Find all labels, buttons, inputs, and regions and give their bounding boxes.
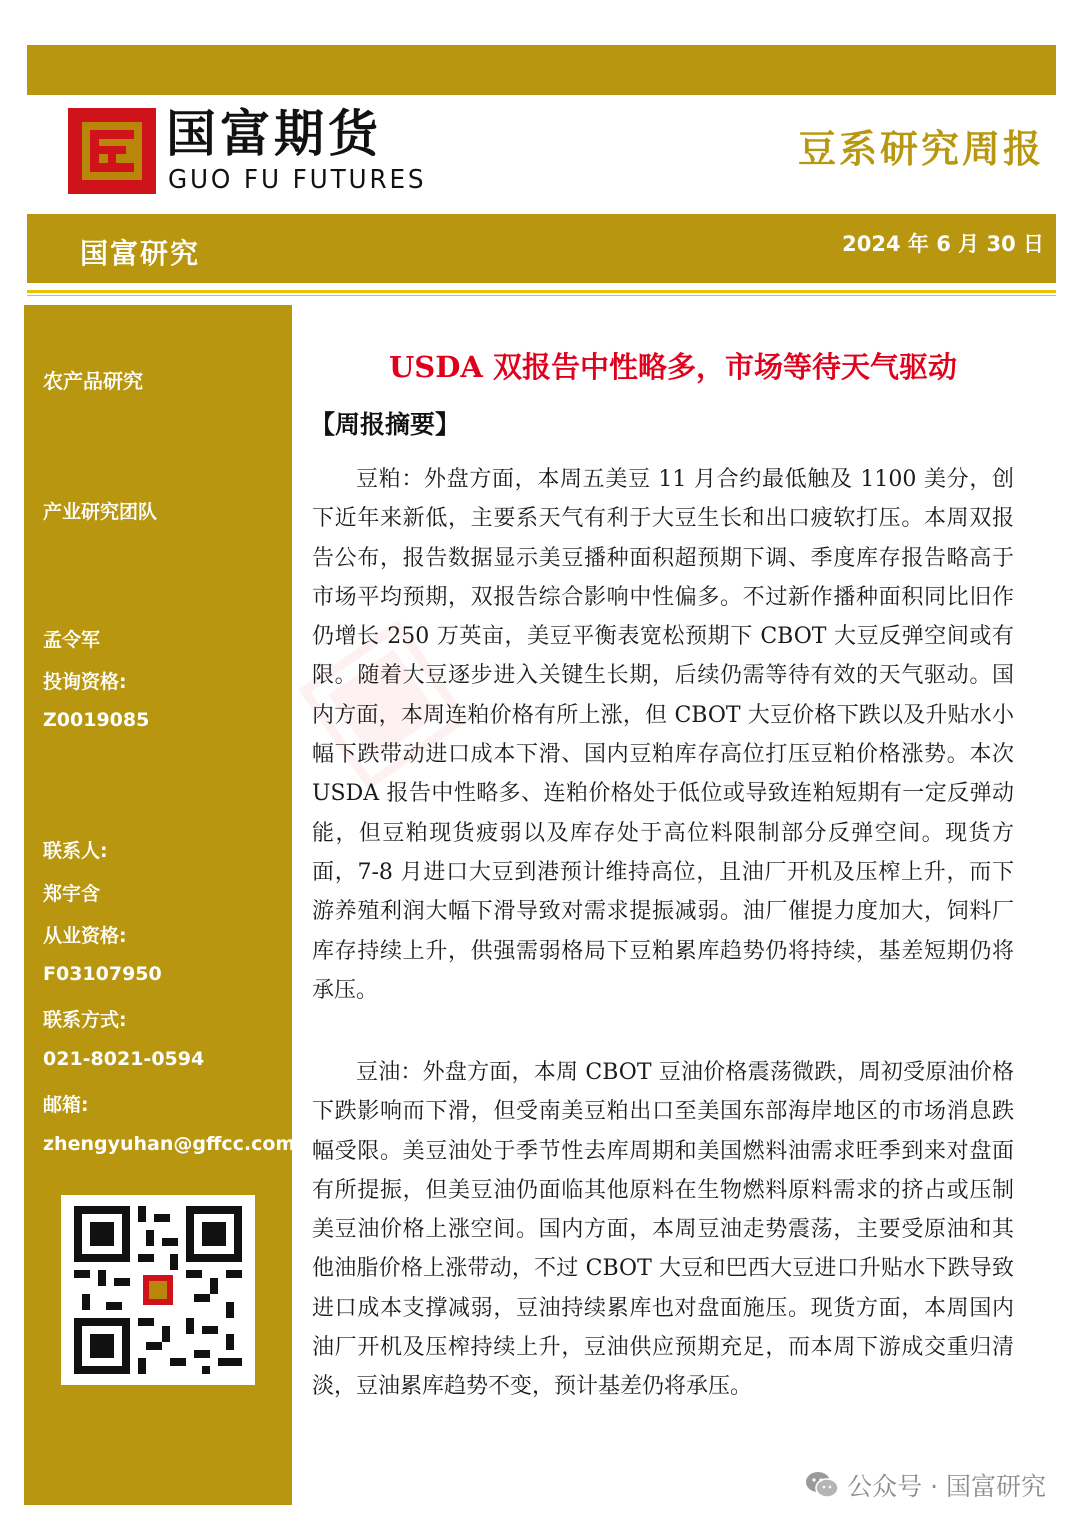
report-date: 2024 年 6 月 30 日: [842, 232, 1044, 256]
sidebar-category: 农产品研究: [43, 369, 143, 393]
section-title: 国富研究: [80, 237, 201, 270]
contact-name: 郑宇含: [43, 883, 101, 905]
contact-cert: F03107950: [43, 963, 162, 985]
watermark-mark: ▣: [260, 573, 492, 814]
summary-heading: 【周报摘要】: [310, 410, 461, 439]
phone-number: 021-8021-0594: [43, 1048, 205, 1070]
paragraph-soymeal: 豆粕：外盘方面，本周五美豆 11 月合约最低触及 1100 美分，创下近年来新低，主要系天气有利于大豆生长和出口疲软打压。本周双报告公布，报告数据显示美豆播种面积超预期下调、季度库存报告略高于市场平均预期，双报告综合影响中性偏多。不过新作播种面积同比旧作仍增长 250 万英亩，美豆平衡表宽松预期下 CBOT 大豆反弹空间或有限。随着大豆逐步进入关键生长期，后续仍需等待有效的天气驱动。国内方面，本周连粕价格有所上涨，但 CBOT 大豆价格下跌以及升贴水小幅下跌带动进口成本下滑、国内豆粕库存高位打压豆粕价格涨势。本次 USDA 报告中性略多、连粕价格处于低位或导致连粕短期有一定反弹动能，但豆粕现货疲弱以及库存处于高位料限制部分反弹空间。现货方面，7-8 月进口大豆到港预计维持高位，且油厂开机及压榨上升，而下游养殖利润大幅下滑导致对需求提振减弱。油厂催提力度加大，饲料厂库存持续上升，供强需弱格局下豆粕累库趋势仍将持续，基差短期仍将承压。: [312, 467, 1014, 1003]
article-headline: USDA 双报告中性略多，市场等待天气驱动: [389, 350, 957, 384]
qr-code-frame: [61, 1195, 255, 1385]
divider: [27, 290, 1056, 293]
footer-source-text: 公众号 · 国富研究: [847, 1472, 1046, 1501]
analyst-cert: Z0019085: [43, 709, 150, 731]
qr-code: [74, 1206, 242, 1374]
top-banner: [27, 45, 1056, 95]
contact-label: 联系人:: [43, 840, 108, 862]
footer-source: [805, 1467, 1046, 1503]
divider: [27, 295, 1056, 296]
phone-label: 联系方式:: [43, 1009, 127, 1031]
brand-name-en: GUO FU FUTURES: [168, 165, 427, 195]
analyst-cert-label: 投询资格:: [43, 671, 127, 693]
report-type-title: 豆系研究周报: [797, 126, 1044, 171]
contact-cert-label: 从业资格:: [43, 925, 127, 947]
brand-name-cn: 国富期货: [166, 105, 382, 163]
sidebar-team: 产业研究团队: [43, 501, 158, 523]
wechat-icon: [805, 1471, 839, 1499]
logo-mark: [68, 108, 156, 194]
email-address[interactable]: zhengyuhan@gffcc.com: [43, 1133, 296, 1155]
paragraph-soyoil: 豆油：外盘方面，本周 CBOT 豆油价格震荡微跌，周初受原油价格下跌影响而下滑，但受南美豆粕出口至美国东部海岸地区的市场消息跌幅受限。美豆油处于季节性去库周期和美国燃料油需求旺季到来对盘面有所提振，但美豆油仍面临其他原料在生物燃料原料需求的挤占或压制美豆油价格上涨空间。国内方面，本周豆油走势震荡，主要受原油和其他油脂价格上涨带动，不过 CBOT 大豆和巴西大豆进口升贴水下跌导致进口成本支撑减弱，豆油持续累库也对盘面施压。现货方面，本周国内油厂开机及压榨持续上升，豆油供应预期充足，而本周下游成交重归清淡，豆油累库趋势不变，预计基差仍将承压。: [312, 1060, 1014, 1400]
email-label: 邮箱:: [43, 1094, 89, 1116]
analyst-name: 孟令军: [43, 629, 101, 651]
